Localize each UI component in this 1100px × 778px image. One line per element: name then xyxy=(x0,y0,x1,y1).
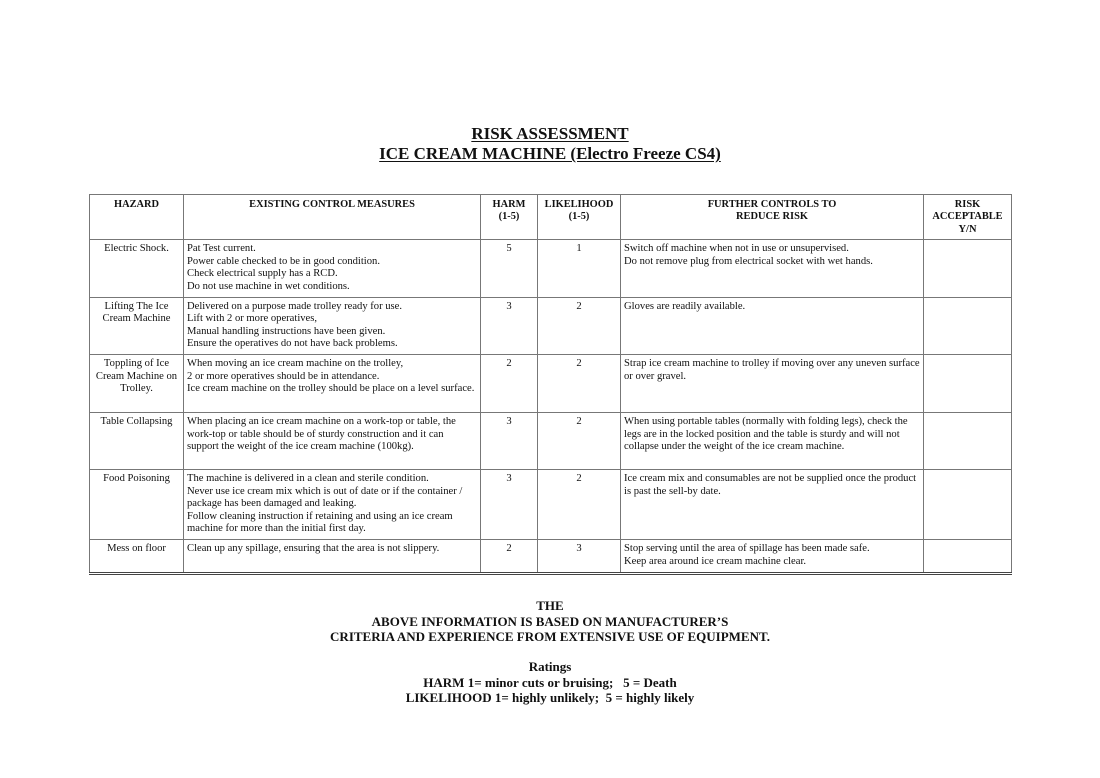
risk-acceptable-cell xyxy=(924,297,1012,354)
existing-controls-cell: Delivered on a purpose made trolley ready for use. Lift with 2 or more operatives, Manual handling instructions have been given. Ensure the operatives do not have back problems. xyxy=(184,297,481,354)
further-controls-cell: When using portable tables (normally with folding legs), check the legs are in the locked position and the table is sturdy and will not collapse under the weight of the ice cream machine. xyxy=(621,412,924,469)
disclaimer-line-3: CRITERIA AND EXPERIENCE FROM EXTENSIVE USE OF EQUIPMENT. xyxy=(330,629,770,644)
harm-cell: 3 xyxy=(481,469,538,539)
risk-assessment-table xyxy=(89,194,1012,575)
hazard-cell: Food Poisoning xyxy=(90,469,184,539)
further-controls-cell: Stop serving until the area of spillage has been made safe. Keep area around ice cream machine clear. xyxy=(621,539,924,573)
existing-controls-cell: When placing an ice cream machine on a work-top or table, the work-top or table should be of sturdy construction and it can support the weight of the ice cream machine (100kg). xyxy=(184,412,481,469)
disclaimer-line-2: ABOVE INFORMATION IS BASED ON MANUFACTURER’S xyxy=(371,613,729,629)
ratings-likelihood: LIKELIHOOD 1= highly unlikely; 5 = highly likely xyxy=(405,690,695,705)
header-existing-controls: EXISTING CONTROL MEASURES xyxy=(184,195,481,240)
hazard-cell: Toppling of Ice Cream Machine on Trolley. xyxy=(90,354,184,412)
risk-acceptable-cell xyxy=(924,354,1012,412)
likelihood-cell: 1 xyxy=(538,240,621,297)
existing-controls-cell: Clean up any spillage, ensuring that the area is not slippery. xyxy=(184,539,481,573)
header-harm: HARM (1-5) xyxy=(481,195,538,240)
existing-controls-cell: The machine is delivered in a clean and sterile condition. Never use ice cream mix which is out of date or if the container / package has been damaged and leaking. Follow cleaning instruction if retaining and using an ice cream machine for more than the initial first day. xyxy=(184,469,481,539)
header-risk-acceptable: RISK ACCEPTABLE Y/N xyxy=(924,195,1012,240)
harm-cell: 2 xyxy=(481,354,538,412)
ratings-heading: Ratings xyxy=(528,659,572,674)
harm-cell: 5 xyxy=(481,240,538,297)
likelihood-cell: 2 xyxy=(538,354,621,412)
existing-controls-cell: Pat Test current. Power cable checked to be in good condition. Check electrical supply has a RCD. Do not use machine in wet conditions. xyxy=(184,240,481,297)
likelihood-cell: 3 xyxy=(538,539,621,573)
header-hazard: HAZARD xyxy=(90,195,184,240)
document-title: RISK ASSESSMENT xyxy=(471,124,629,143)
document-title-block xyxy=(0,124,1100,164)
disclaimer-line-1: THE xyxy=(536,598,564,613)
further-controls-cell: Strap ice cream machine to trolley if moving over any uneven surface or over gravel. xyxy=(621,354,924,412)
table-row xyxy=(90,297,1012,354)
risk-acceptable-cell xyxy=(924,240,1012,297)
table-row xyxy=(90,469,1012,539)
further-controls-cell: Gloves are readily available. xyxy=(621,297,924,354)
likelihood-cell: 2 xyxy=(538,297,621,354)
existing-controls-cell: When moving an ice cream machine on the trolley, 2 or more operatives should be in attendance. Ice cream machine on the trolley should be place on a level surface. xyxy=(184,354,481,412)
further-controls-cell: Ice cream mix and consumables are not be supplied once the product is past the sell-by date. xyxy=(621,469,924,539)
risk-acceptable-cell xyxy=(924,539,1012,573)
harm-cell: 2 xyxy=(481,539,538,573)
document-subtitle: ICE CREAM MACHINE (Electro Freeze CS4) xyxy=(379,144,721,163)
header-further-controls: FURTHER CONTROLS TO REDUCE RISK xyxy=(621,195,924,240)
ratings-harm: HARM 1= minor cuts or bruising; 5 = Death xyxy=(423,674,677,690)
header-likelihood: LIKELIHOOD (1-5) xyxy=(538,195,621,240)
harm-cell: 3 xyxy=(481,412,538,469)
risk-acceptable-cell xyxy=(924,469,1012,539)
table-row xyxy=(90,412,1012,469)
hazard-cell: Lifting The Ice Cream Machine xyxy=(90,297,184,354)
table-row xyxy=(90,539,1012,573)
harm-cell: 3 xyxy=(481,297,538,354)
hazard-cell: Mess on floor xyxy=(90,539,184,573)
ratings-legend xyxy=(0,659,1100,706)
likelihood-cell: 2 xyxy=(538,469,621,539)
likelihood-cell: 2 xyxy=(538,412,621,469)
disclaimer-note xyxy=(0,598,1100,645)
risk-acceptable-cell xyxy=(924,412,1012,469)
table-row xyxy=(90,240,1012,297)
hazard-cell: Table Collapsing xyxy=(90,412,184,469)
further-controls-cell: Switch off machine when not in use or unsupervised. Do not remove plug from electrical socket with wet hands. xyxy=(621,240,924,297)
table-row xyxy=(90,354,1012,412)
table-header-row xyxy=(90,195,1012,240)
hazard-cell: Electric Shock. xyxy=(90,240,184,297)
